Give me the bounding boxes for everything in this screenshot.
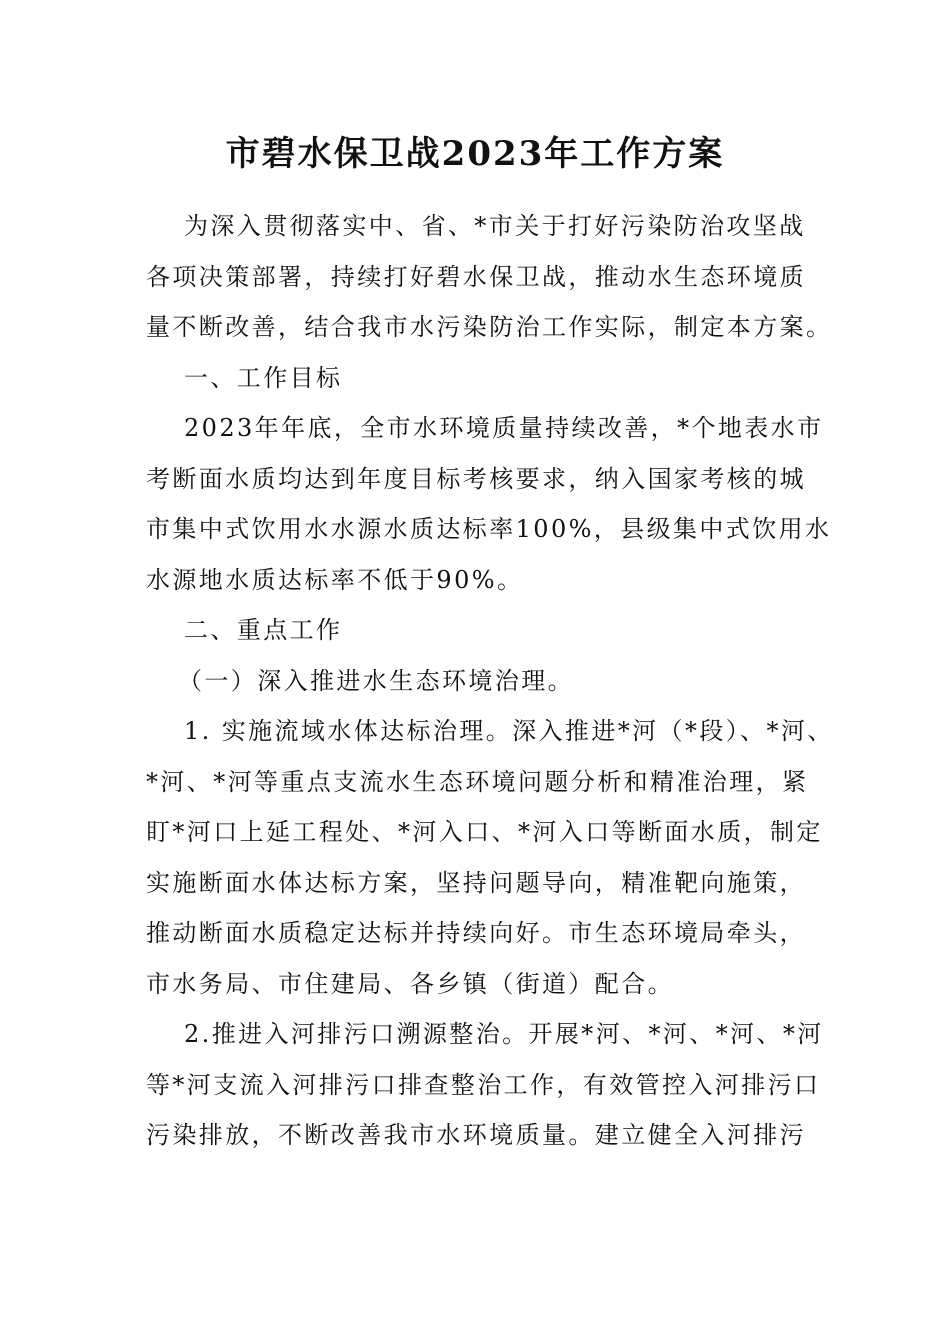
paragraph-line: 推动断面水质稳定达标并持续向好。市生态环境局牵头，	[146, 919, 806, 947]
subsection-heading: （一）深入推进水生态环境治理。	[178, 666, 574, 695]
paragraph-line: *河、*河等重点支流水生态环境问题分析和精准治理，紧	[146, 767, 809, 796]
paragraph-line: 1. 实施流域水体达标治理。深入推进*河（*段）、*河、	[184, 717, 834, 745]
paragraph-line: 等*河支流入河排污口排查整治工作，有效管控入河排污口	[146, 1070, 821, 1099]
section-heading-key-work: 二、重点工作	[184, 616, 343, 644]
paragraph-line: 2.推进入河排污口溯源整治。开展*河、*河、*河、*河	[184, 1020, 824, 1048]
paragraph-line: 市集中式饮用水水源水质达标率100%，县级集中式饮用水	[146, 515, 832, 543]
paragraph-line: 市水务局、市住建局、各乡镇（街道）配合。	[146, 969, 674, 998]
document-body	[146, 201, 836, 1161]
paragraph-line: 实施断面水体达标方案，坚持问题导向，精准靶向施策，	[146, 868, 806, 897]
paragraph-line: 各项决策部署，持续打好碧水保卫战，推动水生态环境质	[146, 262, 806, 291]
paragraph-line: 水源地水质达标率不低于90%。	[146, 565, 524, 594]
paragraph-line: 为深入贯彻落实中、省、*市关于打好污染防治攻坚战	[184, 212, 806, 240]
paragraph-line: 污染排放，不断改善我市水环境质量。建立健全入河排污	[146, 1121, 806, 1149]
paragraph-line: 盯*河口上延工程处、*河入口、*河入口等断面水质，制定	[146, 818, 823, 846]
section-heading-goals: 一、工作目标	[184, 363, 343, 392]
paragraph-line: 考断面水质均达到年度目标考核要求，纳入国家考核的城	[146, 464, 806, 493]
paragraph-line: 量不断改善，结合我市水污染防治工作实际，制定本方案。	[146, 313, 833, 341]
document-title: 市碧水保卫战2023年工作方案	[225, 134, 725, 174]
paragraph-line: 2023年年底，全市水环境质量持续改善，*个地表水市	[184, 414, 824, 442]
